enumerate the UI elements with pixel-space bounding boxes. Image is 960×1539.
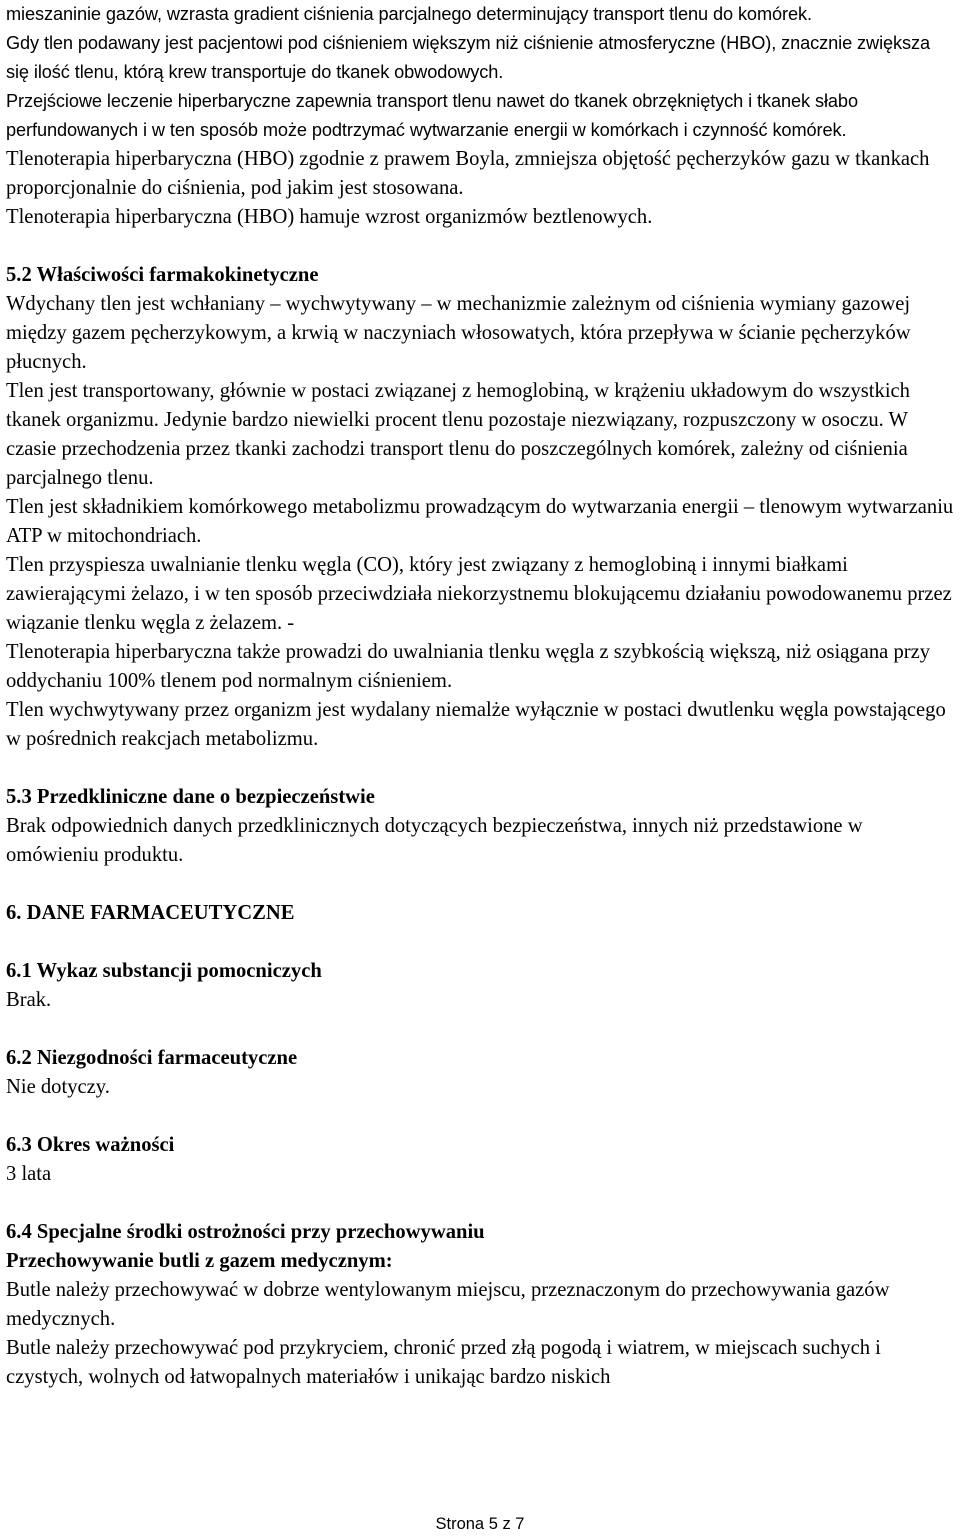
section-heading: 6.1 Wykaz substancji pomocniczych (6, 960, 322, 982)
intro-paragraph: Tlenoterapia hiperbaryczna (HBO) zgodnie z prawem Boyla, zmniejsza objętość pęcherzyków gazu w tkankach proporcjonalnie do ciśnienia, pod jakim jest stosowana. (6, 148, 930, 199)
body-paragraph: Tlen przyspiesza uwalnianie tlenku węgla (CO), który jest związany z hemoglobiną i innymi białkami zawierającymi żelazo, i w ten sposób przeciwdziała niekorzystnemu blokującemu działaniu powodowanemu przez wiązanie tlenku węgla z żelazem. - (6, 554, 952, 634)
section-heading: 6.4 Specjalne środki ostrożności przy przechowywaniu (6, 1221, 485, 1243)
spacer (6, 1015, 956, 1044)
body-paragraph: Butle należy przechowywać pod przykryciem, chronić przed złą pogodą i wiatrem, w miejscach suchych i czystych, wolnych od łatwopalnych materiałów i unikając bardzo niskich (6, 1337, 881, 1388)
spacer (6, 232, 956, 261)
intro-paragraph: Gdy tlen podawany jest pacjentowi pod ciśnieniem większym niż ciśnienie atmosferyczne (HBO), znacznie zwiększa się ilość tlenu, którą krew transportuje do tkanek obwodowych. (6, 33, 931, 82)
section-heading: 5.2 Właściwości farmakokinetyczne (6, 264, 319, 286)
spacer (6, 928, 956, 957)
section-6 (6, 899, 956, 928)
body-paragraph: 3 lata (6, 1163, 52, 1185)
section-heading: 6.2 Niezgodności farmaceutyczne (6, 1047, 298, 1069)
subsection-heading: Przechowywanie butli z gazem medycznym: (6, 1250, 393, 1272)
intro-paragraph: Tlenoterapia hiperbaryczna (HBO) hamuje wzrost organizmów beztlenowych. (6, 206, 653, 228)
section-heading: 6.3 Okres ważności (6, 1134, 175, 1156)
body-paragraph: Tlen jest transportowany, głównie w postaci związanej z hemoglobiną, w krążeniu układowym do wszystkich tkanek organizmu. Jedynie bardzo niewielki procent tlenu pozostaje niezwiązany, rozpuszczony w osoczu. W czasie przechodzenia przez tkanki zachodzi transport tlenu do poszczególnych komórek, zależny od ciśnienia parcjalnego tlenu. (6, 380, 910, 489)
section-6-4 (6, 1218, 956, 1392)
spacer (6, 754, 956, 783)
section-heading: 5.3 Przedkliniczne dane o bezpieczeństwie (6, 786, 375, 808)
page-number: Strona 5 z 7 (435, 1515, 525, 1533)
body-paragraph: Butle należy przechowywać w dobrze wentylowanym miejscu, przeznaczonym do przechowywania gazów medycznych. (6, 1279, 890, 1330)
section-5-3 (6, 783, 956, 870)
section-5-2 (6, 261, 956, 754)
spacer (6, 1189, 956, 1218)
section-6-2 (6, 1044, 956, 1102)
document-page (6, 0, 956, 1392)
spacer (6, 870, 956, 899)
spacer (6, 1102, 956, 1131)
body-paragraph: Brak. (6, 989, 52, 1011)
body-paragraph: Tlen jest składnikiem komórkowego metabolizmu prowadzącym do wytwarzania energii – tlenowym wytwarzaniu ATP w mitochondriach. (6, 496, 954, 547)
chapter-heading: 6. DANE FARMACEUTYCZNE (6, 902, 295, 924)
intro-section (6, 0, 956, 232)
body-paragraph: Brak odpowiednich danych przedklinicznych dotyczących bezpieczeństwa, innych niż przedstawione w omówieniu produktu. (6, 815, 863, 866)
body-paragraph: Tlenoterapia hiperbaryczna także prowadzi do uwalniania tlenku węgla z szybkością większą, niż osiągana przy oddychaniu 100% tlenem pod normalnym ciśnieniem. (6, 641, 931, 692)
intro-paragraph: Przejściowe leczenie hiperbaryczne zapewnia transport tlenu nawet do tkanek obrzękniętych i tkanek słabo perfundowanych i w ten sposób może podtrzymać wytwarzanie energii w komórkach i czynność komórek. (6, 91, 858, 140)
body-paragraph: Wdychany tlen jest wchłaniany – wychwytywany – w mechanizmie zależnym od ciśnienia wymiany gazowej między gazem pęcherzykowym, a krwią w naczyniach włosowatych, która przepływa w ścianie pęcherzyków płucnych. (6, 293, 911, 373)
body-paragraph: Tlen wychwytywany przez organizm jest wydalany niemalże wyłącznie w postaci dwutlenku węgla powstającego w pośrednich reakcjach metabolizmu. (6, 699, 946, 750)
body-paragraph: Nie dotyczy. (6, 1076, 110, 1098)
section-6-1 (6, 957, 956, 1015)
section-6-3 (6, 1131, 956, 1189)
page-footer (0, 1514, 960, 1534)
intro-paragraph: mieszaninie gazów, wzrasta gradient ciśnienia parcjalnego determinujący transport tlenu do komórek. (6, 4, 812, 24)
